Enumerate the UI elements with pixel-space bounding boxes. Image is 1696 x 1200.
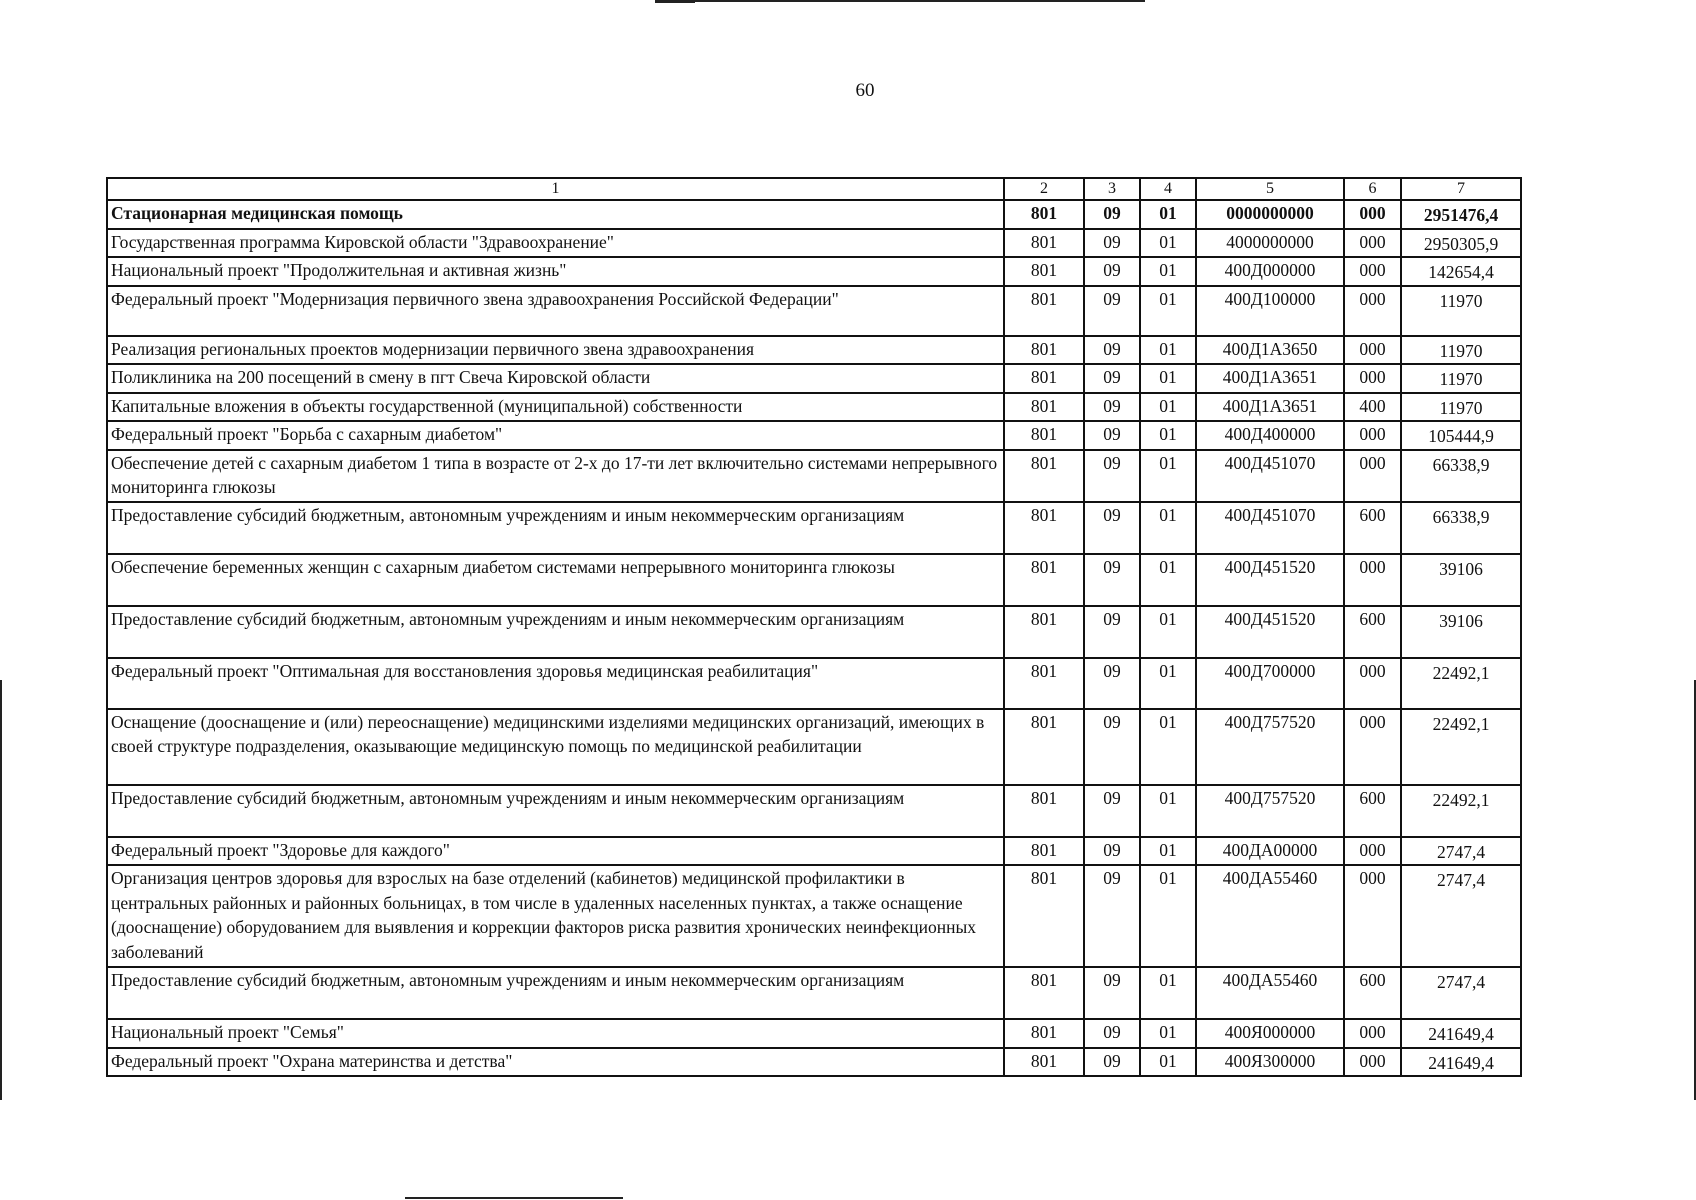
row-col-6: 000 [1344, 421, 1401, 450]
row-name: Федеральный проект "Здоровье для каждого" [107, 837, 1004, 866]
row-col-5: 400Д1А3651 [1196, 364, 1344, 393]
header-col-7: 7 [1401, 178, 1521, 200]
row-col-7: 2747,4 [1401, 967, 1521, 1019]
row-col-3: 09 [1084, 286, 1140, 336]
row-col-4: 01 [1140, 865, 1196, 967]
row-col-4: 01 [1140, 364, 1196, 393]
row-col-3: 09 [1084, 336, 1140, 365]
row-name: Предоставление субсидий бюджетным, автономным учреждениям и иным некоммерческим организациям [107, 785, 1004, 837]
row-name: Федеральный проект "Охрана материнства и детства" [107, 1048, 1004, 1077]
scan-edge-top [655, 0, 1145, 2]
row-col-6: 600 [1344, 967, 1401, 1019]
row-col-2: 801 [1004, 785, 1084, 837]
row-col-4: 01 [1140, 785, 1196, 837]
table-row [107, 709, 1521, 785]
budget-table [106, 177, 1522, 1077]
row-col-5: 400ДА55460 [1196, 967, 1344, 1019]
row-name: Государственная программа Кировской области "Здравоохранение" [107, 229, 1004, 258]
row-col-5: 400Д700000 [1196, 658, 1344, 709]
table-row [107, 364, 1521, 393]
row-name: Поликлиника на 200 посещений в смену в пгт Свеча Кировской области [107, 364, 1004, 393]
row-name: Предоставление субсидий бюджетным, автономным учреждениям и иным некоммерческим организациям [107, 606, 1004, 658]
row-col-3: 09 [1084, 421, 1140, 450]
page-number: 60 [855, 80, 875, 101]
row-col-7: 11970 [1401, 286, 1521, 336]
table-row [107, 554, 1521, 606]
row-col-3: 09 [1084, 502, 1140, 554]
table-row [107, 837, 1521, 866]
row-col-7: 22492,1 [1401, 658, 1521, 709]
row-col-3: 09 [1084, 606, 1140, 658]
row-col-2: 801 [1004, 286, 1084, 336]
row-col-2: 801 [1004, 1048, 1084, 1077]
row-col-7: 66338,9 [1401, 450, 1521, 502]
row-col-5: 400Д1А3650 [1196, 336, 1344, 365]
table-row [107, 421, 1521, 450]
table-row [107, 502, 1521, 554]
row-col-7: 66338,9 [1401, 502, 1521, 554]
row-col-5: 4000000000 [1196, 229, 1344, 258]
row-col-6: 000 [1344, 658, 1401, 709]
row-col-7: 39106 [1401, 606, 1521, 658]
row-col-7: 22492,1 [1401, 709, 1521, 785]
row-name: Национальный проект "Семья" [107, 1019, 1004, 1048]
row-col-5: 400Д100000 [1196, 286, 1344, 336]
row-col-6: 400 [1344, 393, 1401, 422]
row-col-4: 01 [1140, 1019, 1196, 1048]
row-col-7: 11970 [1401, 364, 1521, 393]
row-col-4: 01 [1140, 1048, 1196, 1077]
table-row [107, 658, 1521, 709]
row-col-7: 11970 [1401, 393, 1521, 422]
row-name: Реализация региональных проектов модернизации первичного звена здравоохранения [107, 336, 1004, 365]
row-name: Федеральный проект "Оптимальная для восстановления здоровья медицинская реабилитация" [107, 658, 1004, 709]
table-header-row [107, 178, 1521, 200]
row-name: Капитальные вложения в объекты государственной (муниципальной) собственности [107, 393, 1004, 422]
header-col-6: 6 [1344, 178, 1401, 200]
row-col-2: 801 [1004, 606, 1084, 658]
row-col-4: 01 [1140, 606, 1196, 658]
row-name: Оснащение (дооснащение и (или) переоснащение) медицинскими изделиями медицинских организаций, имеющих в своей структуре подразделения, оказывающие медицинскую помощь по медицинской реабилитации [107, 709, 1004, 785]
row-col-6: 000 [1344, 336, 1401, 365]
row-col-7: 39106 [1401, 554, 1521, 606]
row-col-7: 2951476,4 [1401, 200, 1521, 229]
row-col-7: 2747,4 [1401, 837, 1521, 866]
scan-edge-left [0, 680, 2, 1100]
table-row [107, 785, 1521, 837]
row-col-6: 000 [1344, 865, 1401, 967]
row-col-7: 142654,4 [1401, 257, 1521, 286]
row-col-6: 000 [1344, 200, 1401, 229]
row-col-3: 09 [1084, 554, 1140, 606]
row-col-7: 11970 [1401, 336, 1521, 365]
row-col-2: 801 [1004, 257, 1084, 286]
row-col-4: 01 [1140, 393, 1196, 422]
row-col-6: 000 [1344, 450, 1401, 502]
row-col-7: 22492,1 [1401, 785, 1521, 837]
row-col-6: 600 [1344, 606, 1401, 658]
row-col-5: 400ДА00000 [1196, 837, 1344, 866]
table-row [107, 229, 1521, 258]
row-col-3: 09 [1084, 229, 1140, 258]
row-col-2: 801 [1004, 450, 1084, 502]
row-col-3: 09 [1084, 393, 1140, 422]
row-name: Обеспечение беременных женщин с сахарным диабетом системами непрерывного мониторинга глюкозы [107, 554, 1004, 606]
row-col-4: 01 [1140, 336, 1196, 365]
row-col-5: 400Д1А3651 [1196, 393, 1344, 422]
header-col-1: 1 [107, 178, 1004, 200]
row-col-5: 400Д757520 [1196, 709, 1344, 785]
row-col-3: 09 [1084, 1019, 1140, 1048]
row-col-7: 241649,4 [1401, 1019, 1521, 1048]
table-row [107, 257, 1521, 286]
row-col-3: 09 [1084, 658, 1140, 709]
table-row [107, 606, 1521, 658]
row-col-3: 09 [1084, 257, 1140, 286]
row-col-2: 801 [1004, 865, 1084, 967]
row-col-2: 801 [1004, 658, 1084, 709]
row-col-4: 01 [1140, 257, 1196, 286]
row-col-6: 000 [1344, 709, 1401, 785]
row-col-6: 000 [1344, 364, 1401, 393]
row-col-7: 2950305,9 [1401, 229, 1521, 258]
row-col-2: 801 [1004, 1019, 1084, 1048]
row-col-6: 000 [1344, 229, 1401, 258]
row-col-4: 01 [1140, 200, 1196, 229]
row-col-3: 09 [1084, 200, 1140, 229]
row-col-4: 01 [1140, 837, 1196, 866]
row-col-6: 600 [1344, 785, 1401, 837]
row-col-7: 241649,4 [1401, 1048, 1521, 1077]
row-col-4: 01 [1140, 967, 1196, 1019]
row-col-2: 801 [1004, 336, 1084, 365]
row-col-4: 01 [1140, 502, 1196, 554]
scan-edge-bottom [405, 1197, 623, 1199]
row-col-5: 400Д451520 [1196, 554, 1344, 606]
row-name: Предоставление субсидий бюджетным, автономным учреждениям и иным некоммерческим организациям [107, 502, 1004, 554]
header-col-3: 3 [1084, 178, 1140, 200]
row-col-4: 01 [1140, 286, 1196, 336]
row-name: Обеспечение детей с сахарным диабетом 1 типа в возрасте от 2-х до 17-ти лет включительно системами непрерывного мониторинга глюкозы [107, 450, 1004, 502]
table-row [107, 286, 1521, 336]
row-name: Федеральный проект "Модернизация первичного звена здравоохранения Российской Федерации" [107, 286, 1004, 336]
row-col-5: 400Я000000 [1196, 1019, 1344, 1048]
header-col-5: 5 [1196, 178, 1344, 200]
row-col-2: 801 [1004, 200, 1084, 229]
row-col-2: 801 [1004, 421, 1084, 450]
row-col-4: 01 [1140, 229, 1196, 258]
table-row [107, 450, 1521, 502]
row-col-5: 400Я300000 [1196, 1048, 1344, 1077]
row-col-5: 400Д451070 [1196, 450, 1344, 502]
row-col-6: 000 [1344, 286, 1401, 336]
row-col-6: 000 [1344, 1019, 1401, 1048]
table-row [107, 1019, 1521, 1048]
row-col-5: 400Д451520 [1196, 606, 1344, 658]
row-col-3: 09 [1084, 837, 1140, 866]
row-col-2: 801 [1004, 837, 1084, 866]
header-col-2: 2 [1004, 178, 1084, 200]
row-col-6: 000 [1344, 1048, 1401, 1077]
row-col-3: 09 [1084, 709, 1140, 785]
row-col-6: 000 [1344, 837, 1401, 866]
row-name: Стационарная медицинская помощь [107, 200, 1004, 229]
table-row [107, 393, 1521, 422]
row-col-7: 105444,9 [1401, 421, 1521, 450]
row-col-5: 400Д451070 [1196, 502, 1344, 554]
table-row [107, 200, 1521, 229]
row-name: Организация центров здоровья для взрослых на базе отделений (кабинетов) медицинской профилактики в центральных районных и районных больницах, в том числе в удаленных населенных пунктах, а также оснащение (дооснащение) оборудованием для выявления и коррекции факторов риска развития хронических неинфекционных заболеваний [107, 865, 1004, 967]
row-col-5: 400Д000000 [1196, 257, 1344, 286]
row-col-7: 2747,4 [1401, 865, 1521, 967]
row-col-2: 801 [1004, 393, 1084, 422]
row-col-6: 000 [1344, 257, 1401, 286]
row-col-2: 801 [1004, 229, 1084, 258]
row-col-4: 01 [1140, 554, 1196, 606]
row-col-5: 0000000000 [1196, 200, 1344, 229]
row-col-6: 600 [1344, 502, 1401, 554]
table-row [107, 865, 1521, 967]
row-col-4: 01 [1140, 658, 1196, 709]
row-col-4: 01 [1140, 709, 1196, 785]
table-row [107, 1048, 1521, 1077]
row-name: Национальный проект "Продолжительная и активная жизнь" [107, 257, 1004, 286]
row-col-5: 400ДА55460 [1196, 865, 1344, 967]
row-col-2: 801 [1004, 554, 1084, 606]
row-col-3: 09 [1084, 450, 1140, 502]
table-row [107, 336, 1521, 365]
row-col-2: 801 [1004, 502, 1084, 554]
row-col-6: 000 [1344, 554, 1401, 606]
table-body [107, 200, 1521, 1076]
row-col-3: 09 [1084, 364, 1140, 393]
row-name: Федеральный проект "Борьба с сахарным диабетом" [107, 421, 1004, 450]
row-col-2: 801 [1004, 967, 1084, 1019]
row-col-5: 400Д400000 [1196, 421, 1344, 450]
row-col-3: 09 [1084, 785, 1140, 837]
row-col-4: 01 [1140, 421, 1196, 450]
header-col-4: 4 [1140, 178, 1196, 200]
row-name: Предоставление субсидий бюджетным, автономным учреждениям и иным некоммерческим организациям [107, 967, 1004, 1019]
row-col-3: 09 [1084, 865, 1140, 967]
row-col-3: 09 [1084, 967, 1140, 1019]
table-row [107, 967, 1521, 1019]
row-col-3: 09 [1084, 1048, 1140, 1077]
row-col-4: 01 [1140, 450, 1196, 502]
scan-edge-top-thick [655, 0, 695, 3]
row-col-2: 801 [1004, 709, 1084, 785]
row-col-5: 400Д757520 [1196, 785, 1344, 837]
row-col-2: 801 [1004, 364, 1084, 393]
